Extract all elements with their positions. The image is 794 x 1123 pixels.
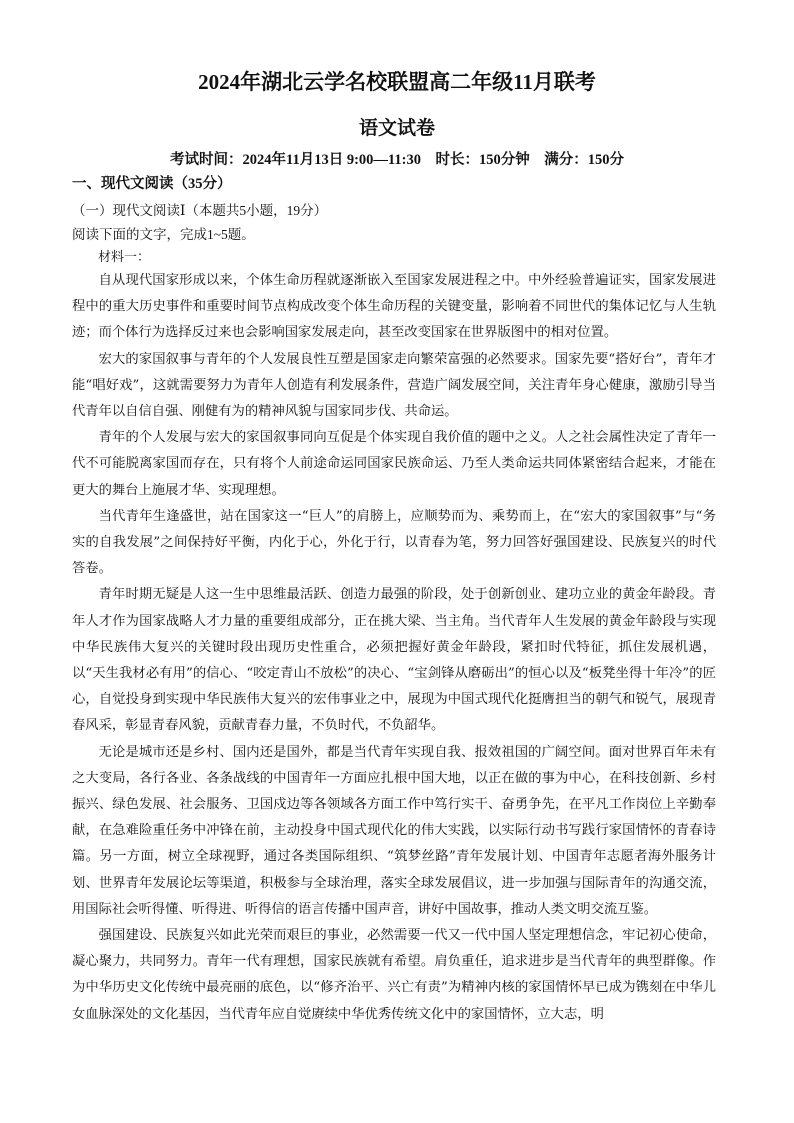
section-heading: 一、现代文阅读（35分） [72,176,232,192]
paragraph: 自从现代国家形成以来，个体生命历程就逐渐嵌入至国家发展进程之中。中外经验普遍证实，国家发展进程中的重大历史事件和重要时间节点构成改变个体生命历程的关键变量，影响着不同世代的集体记忆与人生轨迹；而个体行为选择反过来也会影响国家发展走向，甚至改变国家在世界版图中的相对位置。 [72,273,716,341]
paragraph: 强国建设、民族复兴如此光荣而艰巨的事业，必然需要一代又一代中国人坚定理想信念，牢记初心使命，凝心聚力，共同努力。青年一代有理想，国家民族就有希望。肩负重任，追求进步是当代青年的典型群像。作为中华历史文化传统中最亮丽的底色，以“修齐治平、兴亡有责”为精神内核的家国情怀早已成为镌刻在中华儿女血脉深处的文化基因，当代青年应自觉赓续中华优秀传统文化中的家国情怀，立大志，明 [72,928,716,1022]
material-label: 材料一： [98,250,151,265]
reading-instruction: 阅读下面的文字，完成1~5题。 [72,227,255,242]
paragraph: 宏大的家国叙事与青年的个人发展良性互塑是国家走向繁荣富强的必然要求。国家先要“搭好台”，青年才能“唱好戏”，这就需要努力为青年人创造有利发展条件，营造广阔发展空间，关注青年身心健康，激励引导当代青年以自信自强、刚健有为的精神风貌与国家同步伐、共命运。 [72,351,716,420]
paragraph: 无论是城市还是乡村、国内还是国外，都是当代青年实现自我、报效祖国的广阔空间。面对世界百年未有之大变局，各行各业、各条战线的中国青年一方面应扎根中国大地，以正在做的事为中心，在科技创新、乡村振兴、绿色发展、社会服务、卫国戍边等各领域各方面工作中笃行实干、奋勇争先，在平凡工作岗位上辛勤奉献，在急难险重任务中冲锋在前，主动投身中国式现代化的伟大实践，以实际行动书写践行家国情怀的青春诗篇。另一方面，树立全球视野，通过各类国际组织、“筑梦丝路”青年发展计划、中国青年志愿者海外服务计划、世界青年发展论坛等渠道，积极参与全球治理，落实全球发展倡议，进一步加强与国际青年的沟通交流，用国际社会听得懂、听得进、听得信的语言传播中国声音，讲好中国故事，推动人类文明交流互鉴。 [72,744,716,917]
paragraph: 青年的个人发展与宏大的家国叙事同向互促是个体实现自我价值的题中之义。人之社会属性决定了青年一代不可能脱离家国而存在，只有将个人前途命运同国家民族命运、乃至人类命运共同体紧密结合起来，才能在更大的舞台上施展才华、实现理想。 [72,430,716,498]
paragraph: 当代青年生逢盛世，站在国家这一“巨人”的肩膀上，应顺势而为、乘势而上，在“宏大的家国叙事”与“务实的自我发展”之间保持好平衡，内化于心，外化于行，以青春为笔，努力回答好强国建设、民族复兴的时代答卷。 [72,508,716,577]
paragraph: 青年时期无疑是人这一生中思维最活跃、创造力最强的阶段，处于创新创业、建功立业的黄金年龄段。青年人才作为国家战略人才力量的重要组成部分，正在挑大梁、当主角。当代青年人生发展的黄金年龄段与实现中华民族伟大复兴的关键时段出现历史性重合，必须把握好黄金年龄段，紧扣时代特征，抓住发展机遇，以“天生我材必有用”的信心、“咬定青山不放松”的决心、“宝剑锋从磨砺出”的恒心以及“板凳坐得十年冷”的匠心，自觉投身到实现中华民族伟大复兴的宏伟事业之中，展现为中国式现代化挺膺担当的朝气和锐气，展现青春风采，彰显青春风貌，贡献青春力量，不负时代，不负韶华。 [72,587,716,734]
section-subheading: （一）现代文阅读Ⅰ（本题共5小题，19分） [72,203,328,218]
exam-info: 考试时间：2024年11月13日 9:00—11:30 时长：150分钟 满分：150分 [170,152,624,168]
document-title: 2024年湖北云学名校联盟高二年级11月联考 [198,70,596,94]
article-body [72,268,716,1028]
document-subtitle: 语文试卷 [358,118,435,139]
